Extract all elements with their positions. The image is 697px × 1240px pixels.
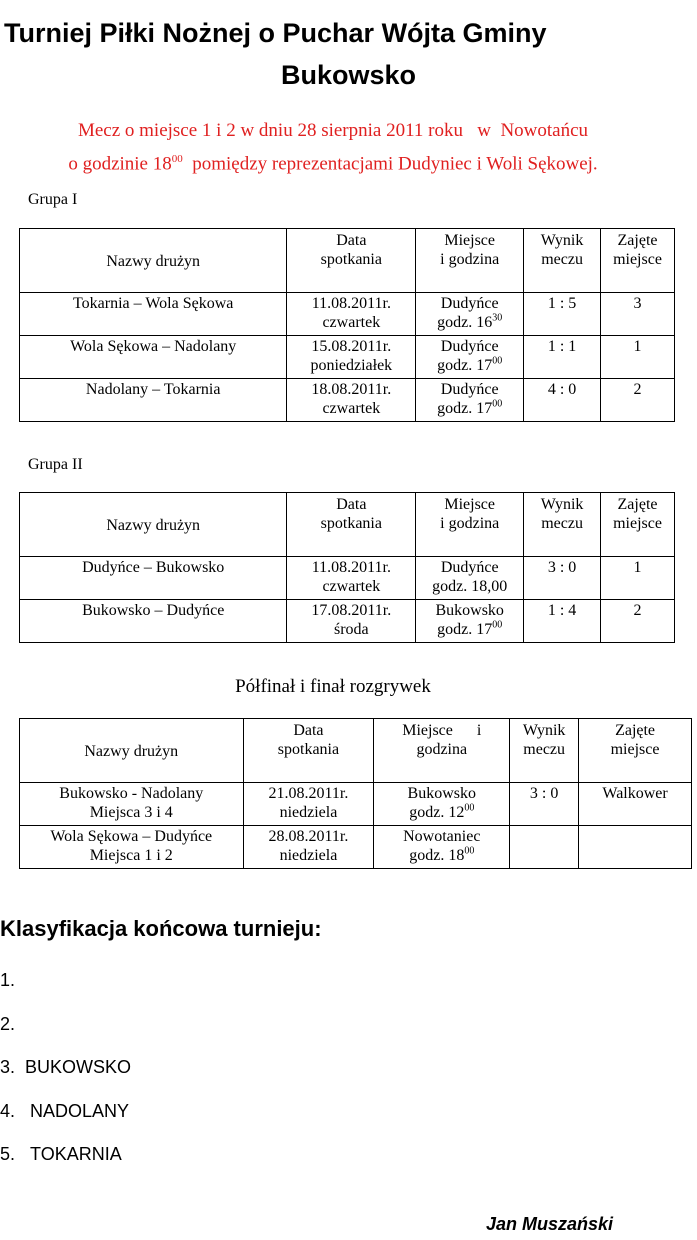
classification-item: 5. TOKARNIA [0, 1144, 122, 1164]
cell-date: 11.08.2011r. czwartek [287, 557, 416, 600]
header-place: Miejsce i godzina [374, 719, 510, 783]
header-rank: Zajęte miejsce [579, 719, 692, 783]
cell-teams: Bukowsko - Nadolany Miejsca 3 i 4 [20, 783, 244, 826]
header-place: Miejsce i godzina [416, 493, 524, 557]
cell-date: 11.08.2011r. czwartek [287, 293, 416, 336]
cell-place: Bukowsko godz. $12^{00}$ [374, 783, 510, 826]
header-score: Wynik meczu [524, 493, 601, 557]
announcement-line-2 [0, 145, 666, 178]
table-row [20, 379, 675, 422]
cell-teams: Tokarnia – Wola Sękowa [20, 293, 287, 336]
header-date: Data spotkania [287, 493, 416, 557]
cell-score: 3 : 0 [524, 557, 601, 600]
cell-score: 1 : 4 [524, 600, 601, 643]
cell-rank: 2 [601, 379, 675, 422]
match-announcement [0, 117, 666, 178]
group-1-label: Grupa I [28, 191, 78, 208]
announcement-time-sup: 00 [171, 153, 183, 165]
cell-date: 28.08.2011r. niedziela [243, 826, 374, 869]
classification-item: 4. NADOLANY [0, 1101, 130, 1121]
classification-item: 1. [0, 970, 16, 990]
cell-score: 1 : 1 [524, 336, 601, 379]
cell-teams: Nadolany – Tokarnia [20, 379, 287, 422]
header-teams: Nazwy drużyn [20, 493, 287, 557]
table-row [20, 293, 675, 336]
table-row [20, 783, 692, 826]
table-header [20, 719, 692, 783]
group-1-table [19, 228, 675, 422]
table-row [20, 557, 675, 600]
header-place: Miejsce i godzina [416, 229, 524, 293]
cell-place: Dudyńce godz. 18,00 [416, 557, 524, 600]
cell-rank: 2 [601, 600, 675, 643]
cell-teams: Bukowsko – Dudyńce [20, 600, 287, 643]
cell-teams: Wola Sękowa – Dudyńce Miejsca 1 i 2 [20, 826, 244, 869]
cell-score: 4 : 0 [524, 379, 601, 422]
cell-place: Bukowsko godz. $17^{00}$ [416, 600, 524, 643]
header-score: Wynik meczu [524, 229, 601, 293]
table-header [20, 493, 675, 557]
cell-rank [579, 826, 692, 869]
title-line-2: Bukowsko [280, 60, 417, 90]
title-line-1: Turniej Piłki Nożnej o Puchar Wójta Gminy [4, 18, 547, 48]
header-rank: Zajęte miejsce [601, 229, 675, 293]
table-header [20, 229, 675, 293]
cell-teams: Dudyńce – Bukowsko [20, 557, 287, 600]
cell-place: Nowotaniec godz. $18^{00}$ [374, 826, 510, 869]
cell-rank: Walkower [579, 783, 692, 826]
cell-date: 17.08.2011r. środa [287, 600, 416, 643]
final-table [19, 718, 692, 869]
classification-item: 3. BUKOWSKO [0, 1057, 132, 1077]
announcement-time: o godzinie 18 [68, 153, 172, 175]
header-score: Wynik meczu [510, 719, 579, 783]
header-date: Data spotkania [243, 719, 374, 783]
cell-rank: 1 [601, 557, 675, 600]
cell-rank: 3 [601, 293, 675, 336]
header-rank: Zajęte miejsce [601, 493, 675, 557]
signature: Jan Muszański [486, 1214, 614, 1234]
cell-score: 3 : 0 [510, 783, 579, 826]
cell-place: Dudyńce godz. $17^{00}$ [416, 336, 524, 379]
classification-heading: Klasyfikacja końcowa turnieju: [0, 916, 322, 941]
cell-teams: Wola Sękowa – Nadolany [20, 336, 287, 379]
cell-score [510, 826, 579, 869]
cell-place: Dudyńce godz. $16^{30}$ [416, 293, 524, 336]
announcement-teams: pomiędzy reprezentacjami Dudyniec i Woli Sękowej. [182, 153, 598, 175]
cell-rank: 1 [601, 336, 675, 379]
table-row [20, 826, 692, 869]
document-title [0, 12, 697, 96]
header-date: Data spotkania [287, 229, 416, 293]
cell-place: Dudyńce godz. $17^{00}$ [416, 379, 524, 422]
cell-score: 1 : 5 [524, 293, 601, 336]
table-row [20, 600, 675, 643]
header-teams: Nazwy drużyn [20, 229, 287, 293]
final-label: Półfinał i finał rozgrywek [235, 676, 431, 697]
cell-date: 21.08.2011r. niedziela [243, 783, 374, 826]
group-2-label: Grupa II [28, 456, 83, 473]
group-2-table [19, 492, 675, 643]
header-teams: Nazwy drużyn [20, 719, 244, 783]
cell-date: 15.08.2011r. poniedziałek [287, 336, 416, 379]
table-row [20, 336, 675, 379]
announcement-line-1: Mecz o miejsce 1 i 2 w dniu 28 sierpnia 2011 roku w Nowotańcu [77, 120, 589, 141]
classification-item: 2. [0, 1014, 16, 1034]
cell-date: 18.08.2011r. czwartek [287, 379, 416, 422]
